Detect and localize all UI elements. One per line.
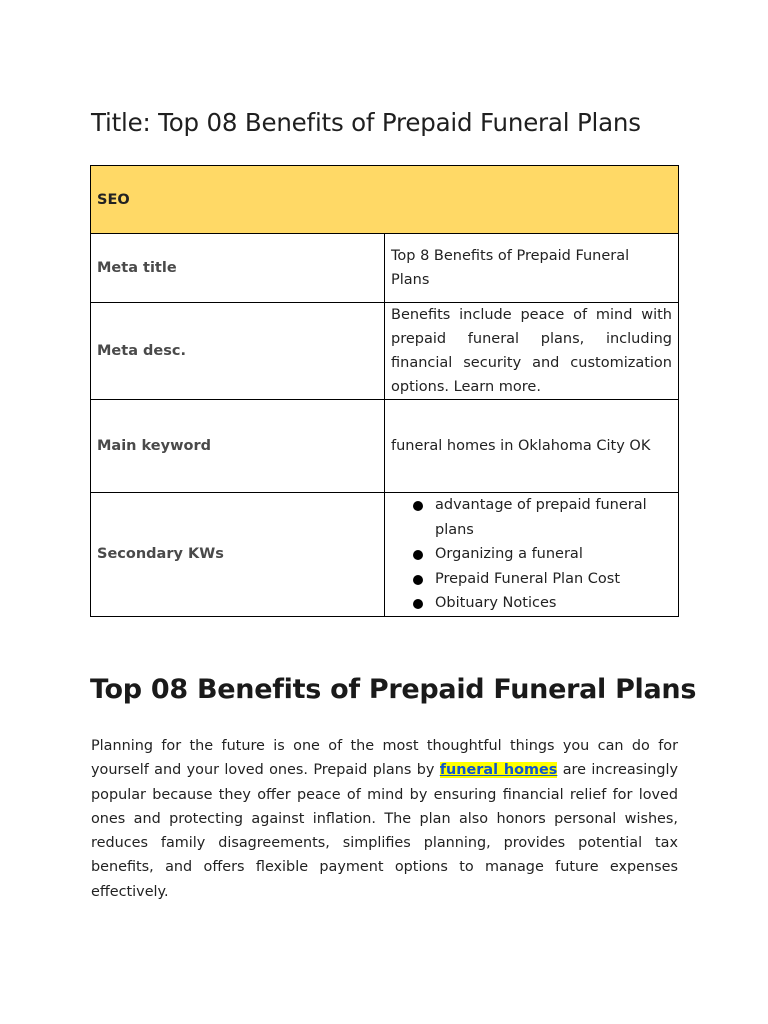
funeral-homes-link[interactable]: funeral homes: [439, 762, 558, 779]
paragraph-text-end: are increasingly popular because they offer peace of mind by ensuring financial relief for loved ones and protecting against inflation. The plan also honors personal wishes, reduces family disagreements, simplifies planning, provides potential tax benefits, and offers flexible payment options to manage future expenses effectively.: [91, 762, 678, 900]
secondary-kws-label: Secondary KWs: [91, 493, 385, 617]
paragraph-text-start: Planning for the future is one of the most thoughtful things you can do for yourself and your loved ones. Prepaid plans by: [91, 738, 678, 779]
list-item: [413, 542, 672, 567]
meta-title-value: Top 8 Benefits of Prepaid Funeral Plans: [385, 234, 679, 303]
document-title: Title: Top 08 Benefits of Prepaid Funeral Plans: [91, 108, 641, 137]
main-keyword-label: Main keyword: [91, 400, 385, 493]
main-keyword-value: funeral homes in Oklahoma City OK: [385, 400, 679, 493]
bullet-icon: [413, 550, 423, 560]
secondary-kws-list: [391, 493, 672, 616]
table-row: [91, 493, 679, 617]
list-item: [413, 567, 672, 592]
table-row: [91, 234, 679, 303]
list-item-text: Prepaid Funeral Plan Cost: [435, 570, 621, 587]
secondary-kws-value: [385, 493, 679, 617]
list-item-text: Obituary Notices: [435, 595, 557, 611]
seo-table-header: SEO: [91, 166, 679, 234]
list-item-text: Organizing a funeral: [435, 546, 583, 562]
list-item: [413, 493, 672, 542]
meta-desc-label: Meta desc.: [91, 303, 385, 400]
bullet-icon: [413, 599, 423, 609]
table-row: [91, 303, 679, 400]
seo-table: [90, 165, 679, 617]
table-row: [91, 400, 679, 493]
meta-desc-value: Benefits include peace of mind with prepaid funeral plans, including financial security and customization options. Learn more.: [385, 303, 679, 400]
article-paragraph: [91, 734, 678, 904]
seo-table-header-row: [91, 166, 679, 234]
bullet-icon: [413, 575, 423, 585]
bullet-icon: [413, 501, 423, 511]
article-heading: Top 08 Benefits of Prepaid Funeral Plans: [90, 674, 697, 705]
meta-title-label: Meta title: [91, 234, 385, 303]
list-item: [413, 591, 672, 616]
list-item-text: advantage of prepaid funeral plans: [435, 497, 647, 538]
